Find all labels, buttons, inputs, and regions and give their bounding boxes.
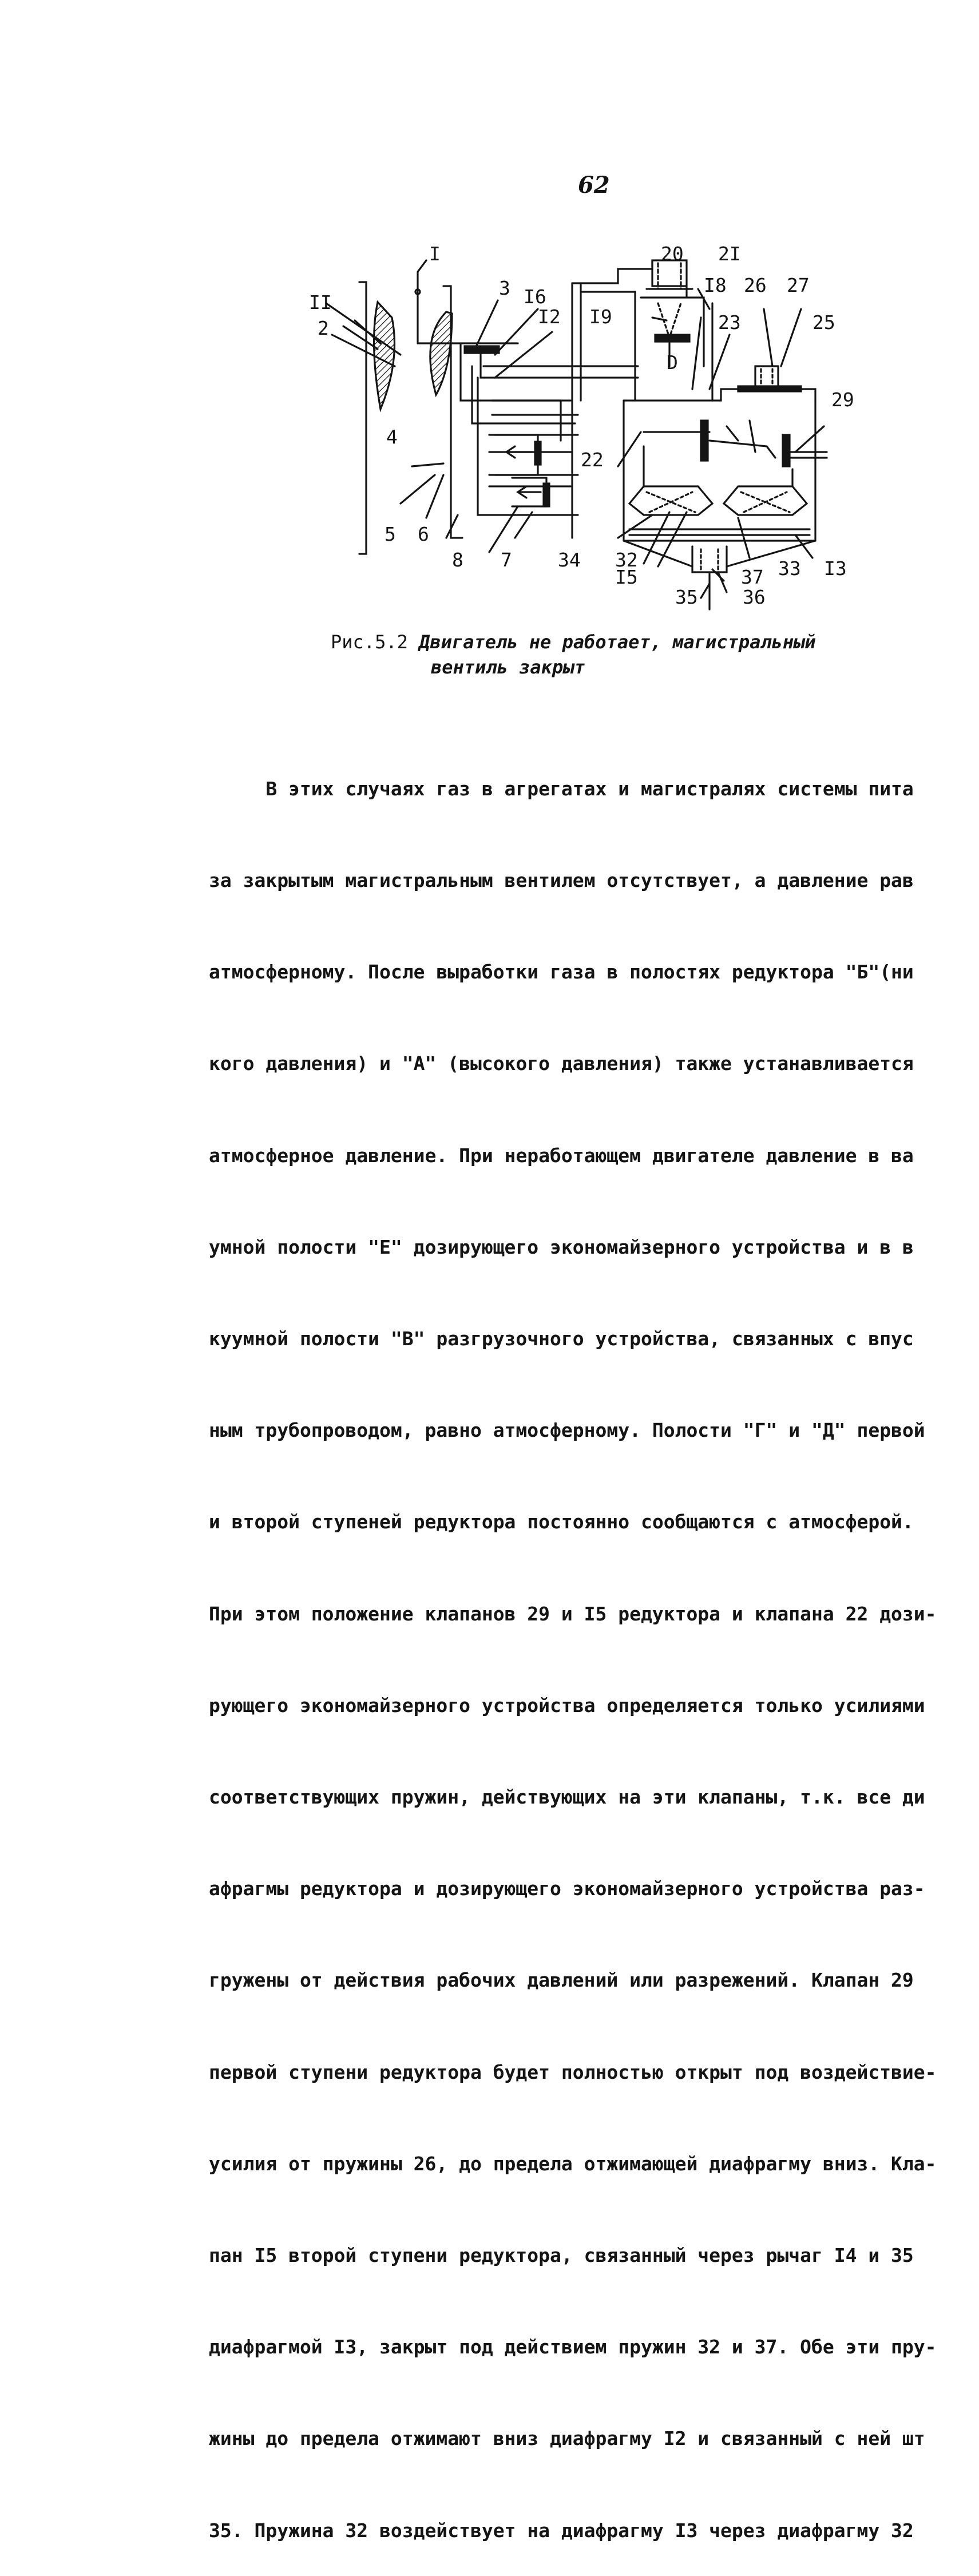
label-4: 4 <box>386 426 398 448</box>
page-number: 62 <box>578 172 610 199</box>
label-5: 5 <box>385 523 396 545</box>
label-29: 29 <box>831 389 854 411</box>
text-line: первой ступени редуктора будет полностью открыт под воздействие- <box>209 2060 937 2083</box>
label-34: 34 <box>558 549 581 571</box>
label-25: 25 <box>812 311 835 334</box>
text-line: рующего экономайзерного устройства определяется только усилиями <box>209 1694 925 1717</box>
label-I6: I6 <box>524 286 546 308</box>
text-line: и второй ступеней редуктора постоянно сообщаются с атмосферой. <box>209 1511 914 1533</box>
text-line: жины до предела отжимают вниз диафрагму I2 и связанный с ней шт <box>209 2427 925 2450</box>
figure-caption <box>331 629 880 680</box>
label-2I: 2I <box>718 243 741 265</box>
text-line: В этих случаях газ в агрегатах и магистралях системы пита <box>209 777 914 800</box>
caption-text-2: вентиль закрыт <box>431 656 585 678</box>
text-line: диафрагмой I3, закрыт под действием пружин 32 и 37. Обе эти пру- <box>209 2336 937 2359</box>
label-8: 8 <box>452 549 463 571</box>
label-D: D <box>667 351 678 374</box>
text-line: гружены от действия рабочих давлений или разрежений. Клапан 29 <box>209 1969 914 1992</box>
text-line: атмосферному. После выработки газа в полостях редуктора "Б"(ни <box>209 961 914 984</box>
label-36: 36 <box>743 586 766 608</box>
label-2: 2 <box>318 317 329 339</box>
label-I9: I9 <box>589 306 612 328</box>
label-32: 32 <box>615 549 638 571</box>
label-I8: I8 <box>704 274 727 296</box>
label-20: 20 <box>661 243 684 265</box>
text-line: 35. Пружина 32 воздействует на диафрагму I3 через диафрагму 32 <box>209 2519 914 2542</box>
label-7: 7 <box>501 549 512 571</box>
text-line: ным трубопроводом, равно атмосферному. Полости "Г" и "Д" первой <box>209 1419 925 1442</box>
reducer-schematic <box>298 229 898 624</box>
label-I: I <box>429 243 441 265</box>
label-I2: I2 <box>538 306 561 328</box>
text-line: кого давления) и "А" (высокого давления) также устанавливается <box>209 1052 914 1075</box>
text-line: умной полости "Е" дозирующего экономайзерного устройства и в в <box>209 1235 914 1258</box>
text-line: усилия от пружины 26, до предела отжимающей диафрагму вниз. Кла- <box>209 2152 937 2175</box>
figure-diagram <box>298 229 898 624</box>
label-27: 27 <box>787 274 810 296</box>
caption-number: Рис.5.2 <box>331 631 408 653</box>
label-37: 37 <box>741 566 764 588</box>
label-26: 26 <box>744 274 767 296</box>
text-line: куумной полости "В" разгрузочного устройства, связанных с впус <box>209 1327 914 1350</box>
text-line: атмосферное давление. При неработающем двигателе давление в ва <box>209 1144 914 1167</box>
label-I5: I5 <box>615 566 638 588</box>
text-line: соответствующих пружин, действующих на эти клапаны, т.к. все ди <box>209 1786 925 1809</box>
label-I3: I3 <box>824 557 847 580</box>
caption-text-1: Двигатель не работает, магистральный <box>419 631 816 653</box>
label-II: II <box>309 291 332 314</box>
text-line: При этом положение клапанов 29 и I5 редуктора и клапана 22 дози- <box>209 1602 937 1625</box>
text-line: за закрытым магистральным вентилем отсутствует, а давление рав <box>209 869 914 892</box>
body-text <box>209 712 953 2576</box>
label-3: 3 <box>499 277 510 299</box>
text-line: афрагмы редуктора и дозирующего экономайзерного устройства раз- <box>209 1877 925 1900</box>
label-6: 6 <box>418 523 429 545</box>
label-23: 23 <box>718 311 741 334</box>
text-line: пан I5 второй ступени редуктора, связанный через рычаг I4 и 35 <box>209 2244 914 2267</box>
label-22: 22 <box>581 449 604 471</box>
caption-line-1 <box>331 629 880 655</box>
label-33: 33 <box>778 557 801 580</box>
label-35: 35 <box>675 586 698 608</box>
